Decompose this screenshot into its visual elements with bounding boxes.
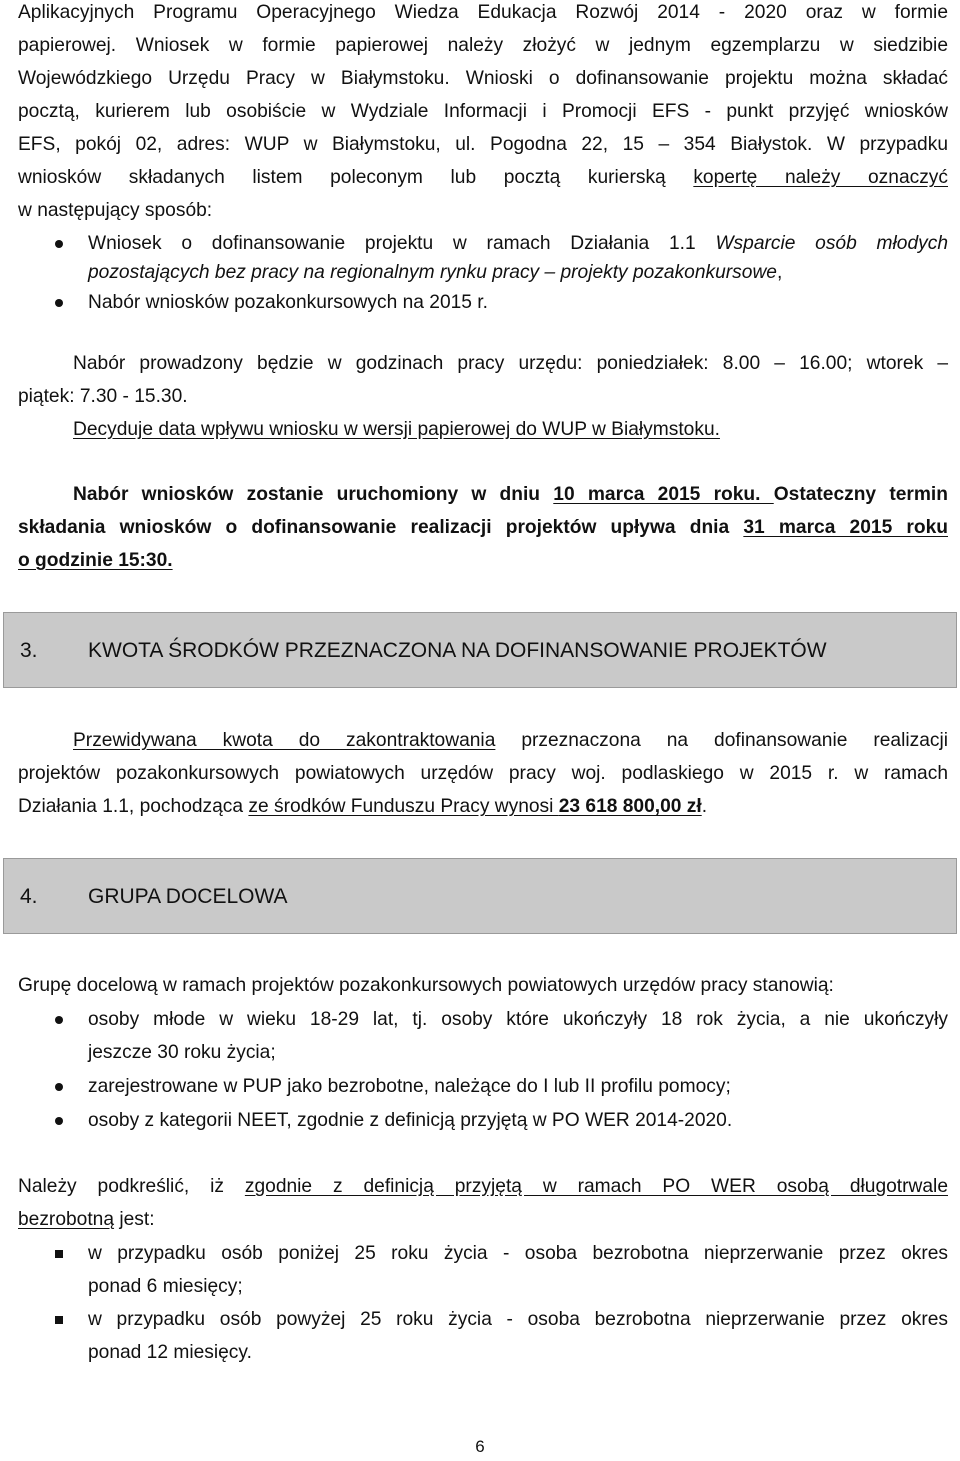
amount-value: 23 618 800,00 zł bbox=[558, 796, 702, 817]
amount-underlined: Przewidywana kwota do zakontraktowania bbox=[73, 730, 496, 751]
envelope-item-italic: Wsparcie osób młodych bbox=[715, 233, 948, 254]
section-title: GRUPA DOCELOWA bbox=[88, 885, 288, 908]
target-group-intro: Grupę docelową w ramach projektów pozakonkursowych powiatowych urzędów pracy stanowią: bbox=[18, 975, 834, 996]
envelope-item-italic: pozostających bez pracy na regionalnym rynku pracy – projekty pozakonkursowe bbox=[88, 262, 777, 283]
intro-line: Wojewódzkiego Urzędu Pracy w Białymstoku. Wnioski o dofinansowanie projektu można składać bbox=[18, 68, 948, 89]
definition-text: jest: bbox=[114, 1209, 155, 1230]
intro-text: wniosków składanych listem poleconym lub pocztą kurierską bbox=[18, 167, 694, 188]
amount-line bbox=[18, 790, 948, 823]
hours-decision-note: Decyduje data wpływu wniosku w wersji papierowej do WUP w Białymstoku. bbox=[73, 419, 720, 440]
target-group-item: osoby z kategorii NEET, zgodnie z definicją przyjętą w PO WER 2014-2020. bbox=[88, 1110, 733, 1131]
deadline-text: Nabór wniosków zostanie uruchomiony w dniu bbox=[73, 484, 554, 505]
envelope-marking-underlined: kopertę należy oznaczyć bbox=[693, 167, 948, 188]
section-heading bbox=[3, 612, 957, 688]
page-number: 6 bbox=[475, 1437, 485, 1456]
intro-line: EFS, pokój 02, adres: WUP w Białymstoku, ul. Pogodna 22, 15 – 354 Białystok. W przypadku bbox=[18, 134, 948, 155]
section-number: 4. bbox=[20, 885, 38, 908]
deadline-text: Ostateczny termin bbox=[773, 484, 948, 505]
bullet-dot bbox=[55, 1003, 71, 1036]
bullet-dot bbox=[55, 227, 71, 260]
bullet-dot bbox=[55, 286, 71, 319]
definition-note bbox=[18, 1170, 948, 1203]
definition-item: w przypadku osób powyżej 25 roku życia - osoba bezrobotna nieprzerwanie przez okres bbox=[88, 1309, 948, 1330]
section-title: KWOTA ŚRODKÓW PRZEZNACZONA NA DOFINANSOWANIE PROJEKTÓW bbox=[88, 639, 827, 662]
amount-period: . bbox=[701, 796, 708, 817]
section-number: 3. bbox=[20, 639, 38, 662]
bullet-dot bbox=[55, 1070, 71, 1103]
amount-line: projektów pozakonkursowych powiatowych urzędów pracy woj. podlaskiego w 2015 r. w ramach bbox=[18, 763, 948, 784]
definition-text: Należy podkreślić, iż bbox=[18, 1176, 245, 1197]
deadline-time: o godzinie 15:30. bbox=[18, 550, 173, 571]
amount-line bbox=[73, 724, 948, 757]
hours-line: Nabór prowadzony będzie w godzinach pracy urzędu: poniedziałek: 8.00 – 16.00; wtorek – bbox=[73, 353, 948, 374]
bullet-dot bbox=[55, 1104, 71, 1137]
envelope-item-comma: , bbox=[776, 262, 783, 283]
deadline-line bbox=[73, 478, 948, 511]
hours-line: piątek: 7.30 - 15.30. bbox=[18, 386, 188, 407]
intro-line: Aplikacyjnych Programu Operacyjnego Wiedza Edukacja Rozwój 2014 - 2020 oraz w formie bbox=[18, 2, 948, 23]
amount-text: przeznaczona na dofinansowanie realizacji bbox=[495, 730, 948, 751]
intro-line bbox=[18, 161, 948, 194]
start-date: 10 marca 2015 roku. bbox=[553, 484, 774, 505]
end-date: 31 marca 2015 roku bbox=[743, 517, 948, 538]
deadline-text: składania wniosków o dofinansowanie realizacji projektów upływa dnia bbox=[18, 517, 744, 538]
definition-underlined: zgodnie z definicją przyjętą w ramach PO WER osobą długotrwale bbox=[244, 1176, 948, 1197]
bullet-square bbox=[55, 1237, 71, 1270]
intro-line: w następujący sposób: bbox=[18, 200, 213, 221]
definition-item-continuation: ponad 12 miesięcy. bbox=[88, 1342, 252, 1363]
amount-text: Działania 1.1, pochodząca bbox=[18, 796, 249, 817]
intro-line: papierowej. Wniosek w formie papierowej należy złożyć w jednym egzemplarzu w siedzibie bbox=[18, 35, 948, 56]
definition-underlined: bezrobotną bbox=[18, 1209, 115, 1230]
target-group-item-continuation: jeszcze 30 roku życia; bbox=[88, 1042, 276, 1063]
envelope-item-continuation bbox=[88, 256, 948, 289]
envelope-item: Nabór wniosków pozakonkursowych na 2015 r. bbox=[88, 292, 488, 313]
amount-underlined: ze środków Funduszu Pracy wynosi bbox=[248, 796, 559, 817]
definition-item: w przypadku osób poniżej 25 roku życia - osoba bezrobotna nieprzerwanie przez okres bbox=[88, 1243, 948, 1264]
target-group-item: zarejestrowane w PUP jako bezrobotne, należące do I lub II profilu pomocy; bbox=[88, 1076, 731, 1097]
bullet-square bbox=[55, 1303, 71, 1336]
definition-item-continuation: ponad 6 miesięcy; bbox=[88, 1276, 243, 1297]
intro-line: pocztą, kurierem lub osobiście w Wydziale Informacji i Promocji EFS - punkt przyjęć wniosków bbox=[18, 101, 948, 122]
definition-note bbox=[18, 1203, 948, 1236]
target-group-item: osoby młode w wieku 18-29 lat, tj. osoby które ukończyły 18 rok życia, a nie ukończyły bbox=[88, 1009, 948, 1030]
deadline-line bbox=[18, 511, 948, 544]
envelope-item-text: Wniosek o dofinansowanie projektu w ramach Działania 1.1 bbox=[88, 233, 716, 254]
section-heading bbox=[3, 858, 957, 934]
